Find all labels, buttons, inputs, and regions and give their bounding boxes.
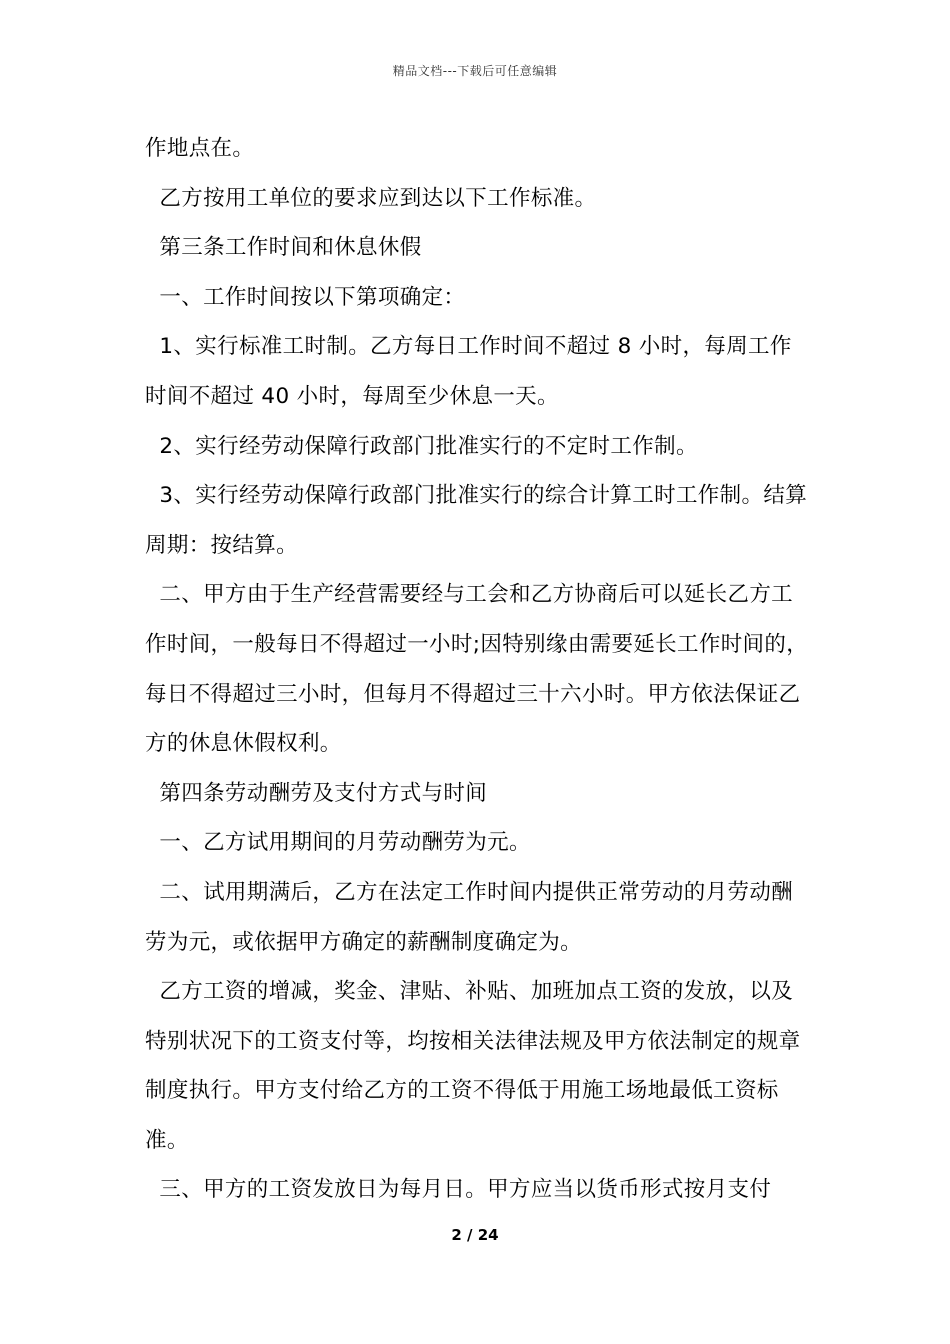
section-heading: 第四条劳动酬劳及支付方式与时间 — [145, 780, 488, 806]
section-heading: 第三条工作时间和休息休假 — [145, 235, 422, 261]
page-header: 精品文档---下载后可任意编辑 — [392, 64, 558, 78]
paragraph: 一、乙方试用期间的月劳动酬劳为元。 — [145, 830, 531, 856]
paragraph: 2、实行经劳动保障行政部门批准实行的不定时工作制。 — [145, 433, 698, 459]
paragraph: 二、试用期满后，乙方在法定工作时间内提供正常劳动的月劳动酬劳为元，或依据甲方确定的薪酬制度确定为。 — [145, 879, 794, 955]
paragraph: 1、实行标准工时制。乙方每日工作时间不超过 8 小时，每周工作时间不超过 40 小时，每周至少休息一天。 — [145, 334, 792, 409]
document-body — [145, 124, 809, 1215]
paragraph: 三、甲方的工资发放日为每月日。甲方应当以货币形式按月支付 — [145, 1177, 772, 1203]
paragraph: 乙方按用工单位的要求应到达以下工作标准。 — [145, 185, 597, 211]
paragraph: 一、工作时间按以下第项确定： — [145, 284, 466, 310]
paragraph: 二、甲方由于生产经营需要经与工会和乙方协商后可以延长乙方工作时间，一般每日不得超过一小时;因特别缘由需要延长工作时间的，每日不得超过三小时，但每月不得超过三十六小时。甲方依法保证乙方的休息休假权利。 — [145, 582, 809, 757]
paragraph: 乙方工资的增减，奖金、津贴、补贴、加班加点工资的发放，以及特别状况下的工资支付等，均按相关法律法规及甲方依法制定的规章制度执行。甲方支付给乙方的工资不得低于用施工场地最低工资标准。 — [145, 979, 801, 1153]
paragraph: 3、实行经劳动保障行政部门批准实行的综合计算工时工作制。结算周期：按结算。 — [145, 483, 808, 558]
page-number: 2 / 24 — [451, 1226, 499, 1244]
paragraph: 作地点在。 — [145, 136, 255, 161]
